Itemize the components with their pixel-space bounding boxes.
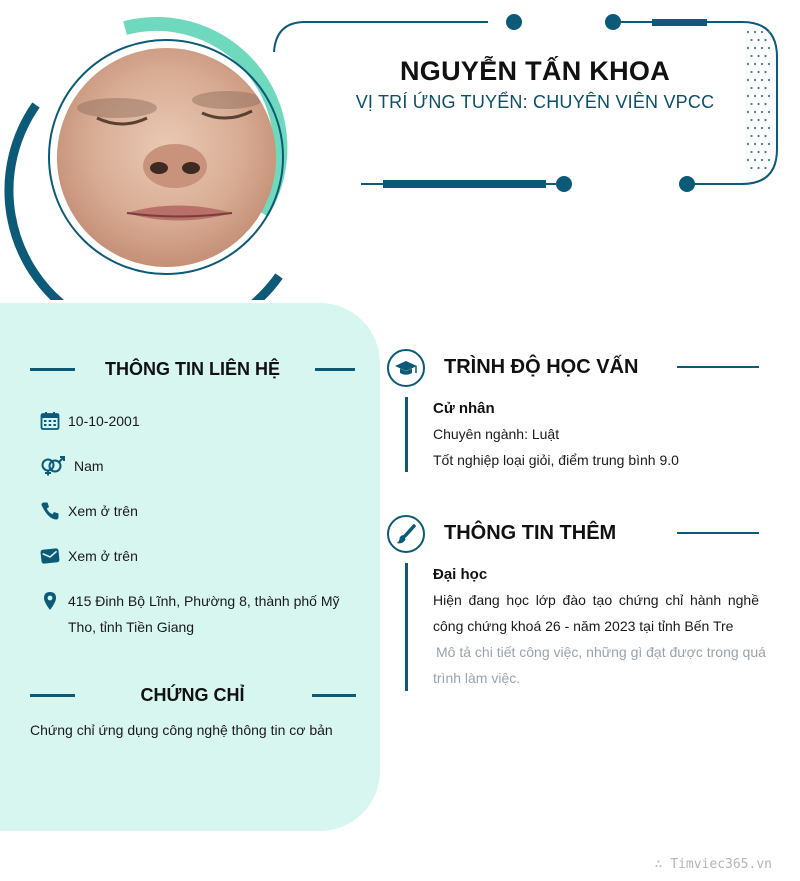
pattern-dot [764, 39, 766, 41]
frame-bar [383, 180, 546, 188]
certificates-section-title: CHỨNG CHỈ [140, 685, 245, 705]
education-result: Tốt nghiệp loại giỏi, điểm trung bình 9.0 [433, 452, 679, 468]
education-section-title: TRÌNH ĐỘ HỌC VẤN [444, 356, 639, 378]
pattern-dot [754, 79, 756, 81]
pattern-dot [768, 63, 770, 65]
contact-section-title: THÔNG TIN LIÊN HỆ [105, 359, 280, 379]
pattern-dot [754, 95, 756, 97]
pattern-dot [754, 159, 756, 161]
brush-icon [389, 517, 423, 551]
pattern-dot [768, 47, 770, 49]
pattern-dot [761, 47, 763, 49]
pattern-dot [768, 95, 770, 97]
pattern-dot [761, 79, 763, 81]
phone-icon [40, 501, 60, 521]
pattern-dot [768, 79, 770, 81]
pattern-dot [761, 31, 763, 33]
pattern-dot [761, 111, 763, 113]
extra-icon-badge [387, 515, 425, 553]
section-divider [315, 368, 355, 371]
pattern-dot [764, 151, 766, 153]
education-degree: Cử nhân [433, 400, 495, 417]
pattern-dot [768, 127, 770, 129]
job-position: VỊ TRÍ ỨNG TUYỂN: CHUYÊN VIÊN VPCC [355, 92, 715, 112]
gender-text: Nam [74, 458, 104, 474]
pattern-dot [757, 39, 759, 41]
pattern-dot [754, 47, 756, 49]
birthday-text: 10-10-2001 [68, 413, 140, 429]
pattern-dot [764, 87, 766, 89]
extra-section-title: THÔNG TIN THÊM [444, 522, 617, 544]
pattern-dot [750, 39, 752, 41]
pattern-dot [754, 127, 756, 129]
pattern-dot [757, 119, 759, 121]
frame-dot [679, 176, 695, 192]
pattern-dot [747, 159, 749, 161]
pattern-dot [764, 103, 766, 105]
pattern-dot [747, 63, 749, 65]
email-text: Xem ở trên [68, 548, 138, 564]
location-icon [40, 591, 60, 611]
pattern-dot [757, 55, 759, 57]
section-divider [677, 532, 759, 534]
candidate-name: NGUYỄN TẤN KHOA [399, 56, 670, 86]
email-icon [40, 546, 60, 566]
frame-dot [506, 14, 522, 30]
certificate-item: Chứng chỉ ứng dụng công nghệ thông tin cơ bản [30, 722, 333, 738]
pattern-dot [750, 119, 752, 121]
pattern-dot [747, 47, 749, 49]
pattern-dot [747, 127, 749, 129]
pattern-dot [757, 167, 759, 169]
contact-birthday [40, 411, 360, 434]
extra-bar [405, 563, 408, 691]
contact-email [40, 546, 360, 569]
pattern-dot [754, 111, 756, 113]
pattern-dot [757, 87, 759, 89]
pattern-dot [761, 63, 763, 65]
pattern-dot [750, 87, 752, 89]
pattern-dot [757, 135, 759, 137]
gender-icon [40, 456, 66, 476]
pattern-dot [747, 79, 749, 81]
dot-pattern [747, 31, 770, 169]
address-text: 415 Đinh Bộ Lĩnh, Phường 8, thành phố Mỹ Tho, tỉnh Tiền Giang [68, 593, 340, 635]
pattern-dot [750, 135, 752, 137]
section-divider [30, 368, 75, 371]
section-divider [312, 694, 356, 697]
pattern-dot [764, 55, 766, 57]
pattern-dot [761, 143, 763, 145]
extra-description: Hiện đang học lớp đào tạo chứng chỉ hành nghề công chứng khoá 26 - năm 2023 tại tỉnh Bến Tre [433, 592, 759, 634]
calendar-icon [40, 411, 60, 431]
pattern-dot [761, 95, 763, 97]
pattern-dot [750, 151, 752, 153]
graduation-cap-icon [389, 351, 423, 385]
pattern-dot [747, 143, 749, 145]
pattern-dot [750, 71, 752, 73]
pattern-dot [768, 111, 770, 113]
phone-text: Xem ở trên [68, 503, 138, 519]
section-divider [30, 694, 75, 697]
pattern-dot [747, 111, 749, 113]
extra-placeholder: Mô tả chi tiết công việc, những gì đạt được trong quá trình làm việc. [433, 644, 766, 686]
pattern-dot [747, 95, 749, 97]
profile-photo [57, 48, 276, 267]
name-frame-left-curve [274, 22, 488, 52]
pattern-dot [757, 71, 759, 73]
pattern-dot [750, 103, 752, 105]
pattern-dot [754, 143, 756, 145]
pattern-dot [768, 31, 770, 33]
contact-address [40, 591, 360, 640]
pattern-dot [750, 55, 752, 57]
pattern-dot [768, 159, 770, 161]
frame-dot [605, 14, 621, 30]
pattern-dot [754, 31, 756, 33]
extra-heading: Đại học [433, 566, 488, 583]
section-divider [677, 366, 759, 368]
frame-dot [556, 176, 572, 192]
watermark: ∴ Timviec365.vn [654, 857, 772, 872]
education-bar [405, 397, 408, 472]
pattern-dot [757, 151, 759, 153]
pattern-dot [747, 31, 749, 33]
pattern-dot [757, 103, 759, 105]
pattern-dot [764, 135, 766, 137]
pattern-dot [761, 159, 763, 161]
pattern-dot [764, 119, 766, 121]
pattern-dot [754, 63, 756, 65]
pattern-dot [764, 167, 766, 169]
pattern-dot [768, 143, 770, 145]
pattern-dot [764, 71, 766, 73]
education-icon-badge [387, 349, 425, 387]
pattern-dot [761, 127, 763, 129]
contact-gender [40, 456, 360, 479]
frame-bar [652, 19, 707, 26]
education-major: Chuyên ngành: Luật [433, 426, 560, 442]
pattern-dot [750, 167, 752, 169]
contact-phone [40, 501, 360, 524]
